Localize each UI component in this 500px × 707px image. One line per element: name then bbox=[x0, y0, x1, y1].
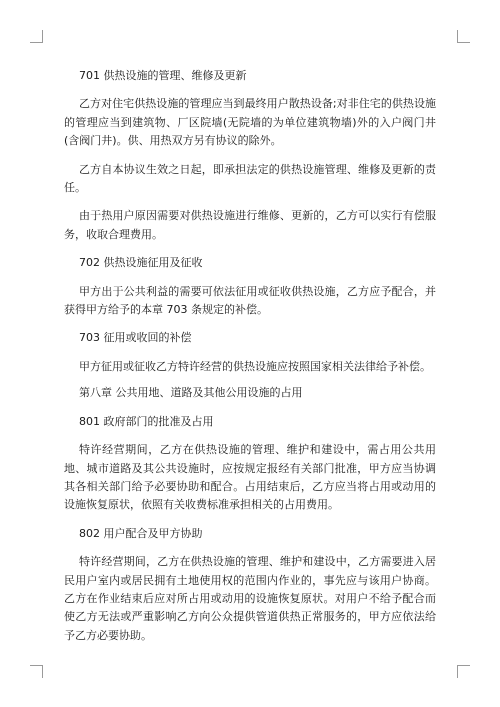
paragraph-802: 特许经营期间，乙方在供热设施的管理、维护和建设中，乙方需要进入居民用户室内或居民拥有土地使用权的范围内作业的，事先应与该用户协商。乙方在作业结束后应对所占用或动用的设施恢复原状。对用户不给予配合而使乙方无法或严重影响乙方向公众提供管道供热正常服务的，甲方应依法给予乙方必要协助。 bbox=[64, 555, 436, 642]
section-heading-702: 702 供热设施征用及征收 bbox=[79, 256, 203, 270]
paragraph-801: 特许经营期间，乙方在供热设施的管理、维护和建设中，需占用公共用地、城市道路及其公共设施时，应按规定报经有关部门批准，甲方应当协调其各相关部门给予必要协助和配合。占用结束后，乙方应当将占用或动用的设施恢复原状，依照有关收费标准承担相关的占用费用。 bbox=[64, 443, 436, 512]
crop-mark-top-right bbox=[457, 30, 470, 43]
paragraph-703: 甲方征用或征收乙方特许经营的供热设施应按照国家相关法律给予补偿。 bbox=[79, 359, 431, 373]
crop-mark-bottom-left bbox=[30, 665, 43, 678]
section-heading-802: 802 用户配合及甲方协助 bbox=[79, 526, 203, 540]
chapter-heading-8: 第八章 公共用地、道路及其他公用设施的占用 bbox=[79, 386, 303, 400]
section-heading-703: 703 征用或收回的补偿 bbox=[79, 331, 192, 345]
paragraph-701-scope: 乙方对住宅供热设施的管理应当到最终用户散热设备;对非住宅的供热设施的管理应当到建筑物、厂区院墙(无院墙的为单位建筑物墙)外的入户阀门井(含阀门井)。供、用热双方另有协议的除外。 bbox=[64, 97, 436, 148]
section-heading-801: 801 政府部门的批准及占用 bbox=[79, 414, 214, 428]
paragraph-701-paid-service: 由于热用户原因需要对供热设施进行维修、更新的，乙方可以实行有偿服务，收取合理费用。 bbox=[64, 209, 436, 241]
crop-mark-top-left bbox=[30, 30, 43, 43]
paragraph-701-responsibility: 乙方自本协议生效之日起，即承担法定的供热设施管理、维修及更新的责任。 bbox=[64, 162, 436, 195]
document-body bbox=[64, 67, 436, 655]
crop-mark-bottom-right bbox=[457, 665, 470, 678]
section-heading-701: 701 供热设施的管理、维修及更新 bbox=[79, 69, 247, 82]
paragraph-702: 甲方出于公共利益的需要可依法征用或征收供热设施，乙方应予配合，并获得甲方给予的本章 703 条规定的补偿。 bbox=[64, 284, 436, 317]
